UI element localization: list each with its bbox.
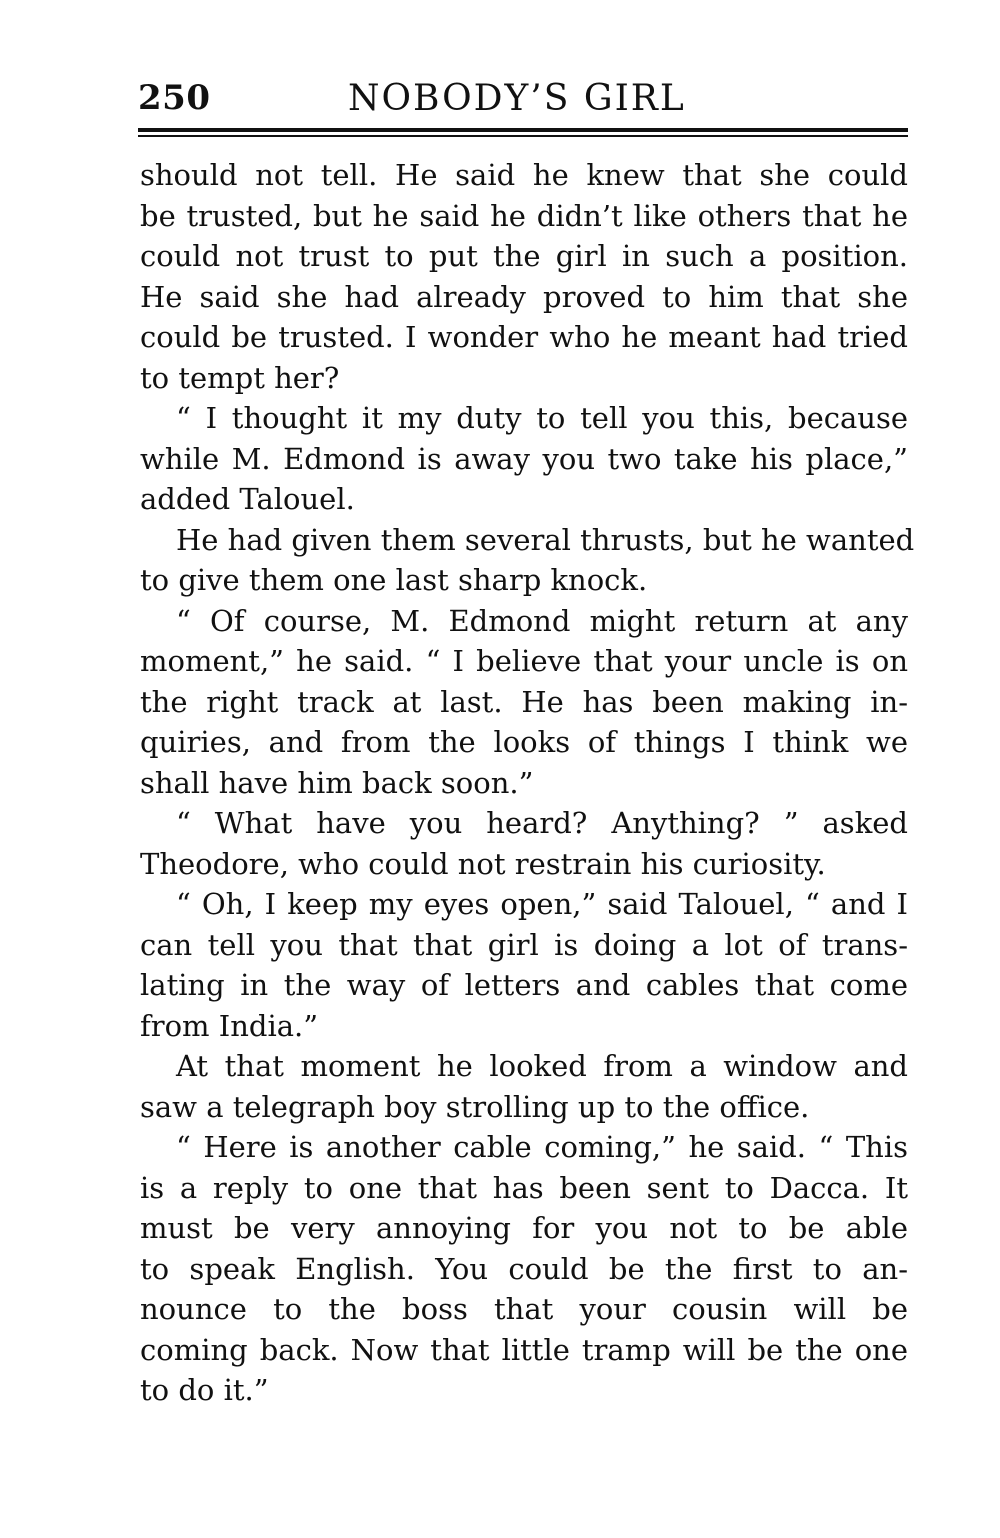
header-rule	[138, 128, 908, 137]
text-line: nounce to the boss that your cousin will be	[140, 1292, 908, 1326]
text-line: could not trust to put the girl in such a position.	[140, 239, 908, 273]
text-line: “ Oh, I keep my eyes open,” said Talouel, “ and I	[176, 887, 908, 921]
text-line: He said she had already proved to him that she	[140, 279, 908, 314]
text-line: must be very annoying for you not to be able	[140, 1211, 908, 1245]
text-line: quiries, and from the looks of things I think we	[140, 725, 908, 759]
text-line: At that moment he looked from a window and	[176, 1049, 908, 1083]
text-line: be trusted, but he said he didn’t like others that he	[140, 198, 908, 233]
text-line: to tempt her?	[140, 360, 340, 395]
text-line: saw a telegraph boy strolling up to the office.	[140, 1089, 810, 1124]
text-line: is a reply to one that has been sent to Dacca. It	[140, 1170, 908, 1205]
text-line: lating in the way of letters and cables that come	[140, 968, 908, 1002]
text-line: while M. Edmond is away you two take his place,”	[140, 441, 908, 476]
text-line: “ I thought it my duty to tell you this, because	[176, 401, 908, 435]
text-line: moment,” he said. “ I believe that your uncle is on	[140, 644, 908, 678]
text-line: should not tell. He said he knew that she could	[140, 158, 908, 192]
text-line: “ What have you heard? Anything? ” asked	[176, 806, 908, 840]
text-line: Theodore, who could not restrain his curiosity.	[140, 846, 826, 881]
page-header	[138, 78, 908, 128]
text-line: He had given them several thrusts, but he wanted	[176, 522, 915, 557]
text-line: can tell you that that girl is doing a lot of trans-	[140, 927, 908, 962]
text-line: to speak English. You could be the first to an-	[140, 1251, 908, 1286]
body-text	[140, 155, 915, 1411]
text-line: added Talouel.	[140, 482, 355, 516]
text-line: coming back. Now that little tramp will be the one	[140, 1332, 908, 1367]
text-line: to give them one last sharp knock.	[140, 563, 648, 597]
text-line: from India.”	[140, 1008, 319, 1043]
text-line: “ Here is another cable coming,” he said. “ This	[176, 1130, 908, 1164]
text-line: shall have him back soon.”	[140, 765, 534, 800]
text-line: “ Of course, M. Edmond might return at any	[176, 603, 908, 638]
text-line: to do it.”	[140, 1373, 269, 1407]
running-title: NOBODY’S GIRL	[348, 78, 686, 119]
text-line: the right track at last. He has been making in-	[140, 684, 908, 719]
page-number: 250	[138, 78, 211, 118]
text-line: could be trusted. I wonder who he meant had tried	[140, 320, 908, 354]
